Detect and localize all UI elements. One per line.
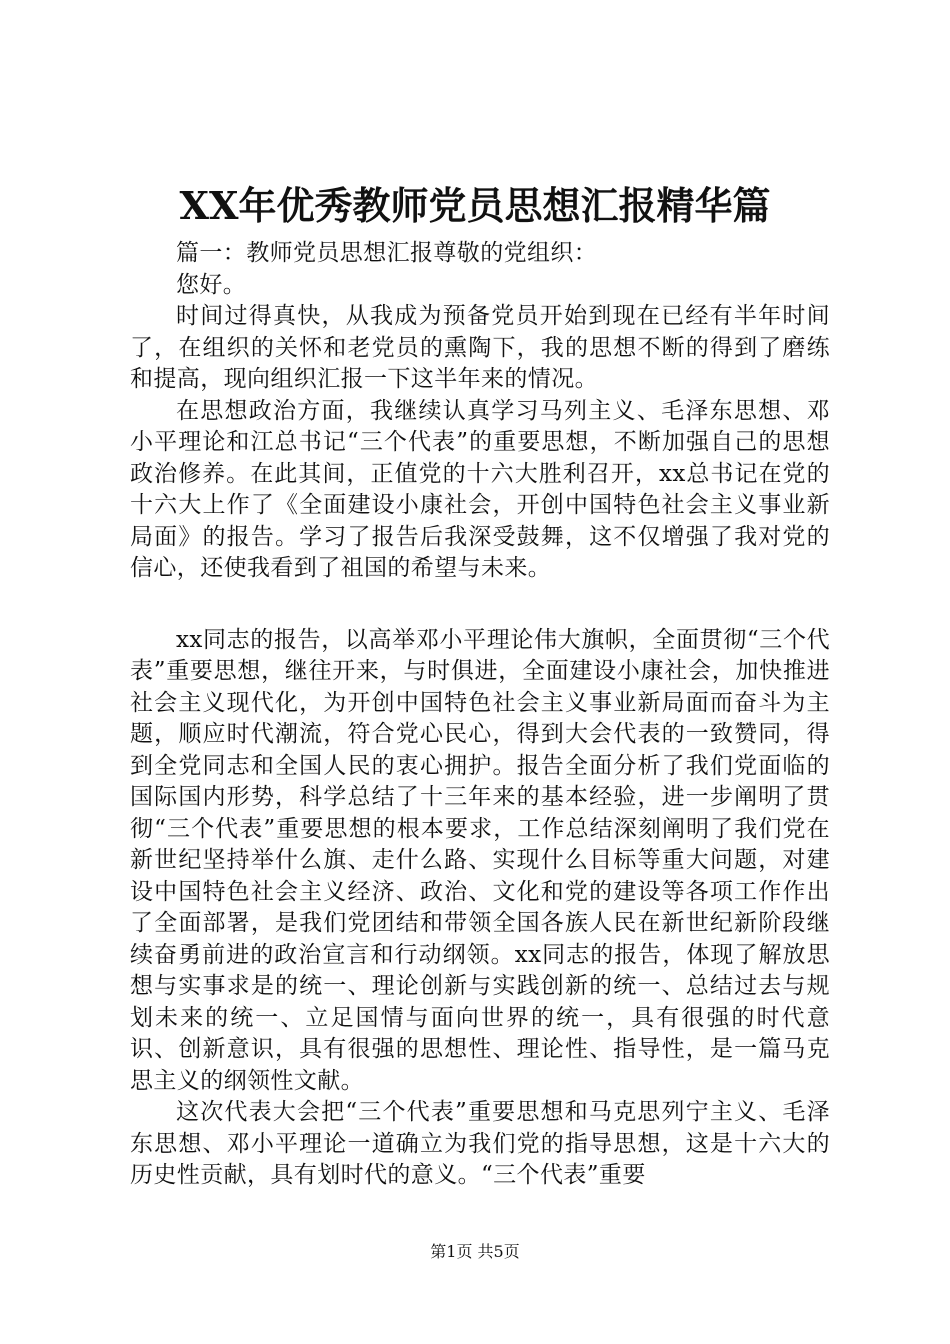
document-title: XX年优秀教师党员思想汇报精华篇 [179, 183, 771, 228]
paragraph: 时间过得真快，从我成为预备党员开始到现在已经有半年时间了，在组织的关怀和老党员的熏陶下，我的思想不断的得到了磨练和提高，现向组织汇报一下这半年来的情况。 [130, 303, 830, 392]
paragraph: 篇一：教师党员思想汇报尊敬的党组织： [176, 240, 598, 266]
paragraph: 这次代表大会把“三个代表”重要思想和马克思列宁主义、毛泽东思想、邓小平理论一道确立为我们党的指导思想，这是十六大的历史性贡献，具有划时代的意义。“三个代表”重要 [130, 1099, 830, 1188]
document-body [130, 238, 830, 1192]
page-footer: 第1页 共5页 [430, 1242, 520, 1261]
paragraph: 在思想政治方面，我继续认真学习马列主义、毛泽东思想、邓小平理论和江总书记“三个代表”的重要思想，不断加强自己的思想政治修养。在此其间，正值党的十六大胜利召开，xx总书记在党的十六大上作了《全面建设小康社会，开创中国特色社会主义事业新局面》的报告。学习了报告后我深受鼓舞，这不仅增强了我对党的信心，还使我看到了祖国的希望与未来。 [130, 397, 830, 581]
paragraph-gap [130, 585, 830, 625]
paragraph: xx同志的报告，以高举邓小平理论伟大旗帜，全面贯彻“三个代表”重要思想，继往开来，与时俱进，全面建设小康社会，加快推进社会主义现代化，为开创中国特色社会主义事业新局面而奋斗为主题，顺应时代潮流，符合党心民心，得到大会代表的一致赞同，得到全党同志和全国人民的衷心拥护。报告全面分析了我们党面临的国际国内形势，科学总结了十三年来的基本经验，进一步阐明了贯彻“三个代表”重要思想的根本要求，工作总结深刻阐明了我们党在新世纪坚持举什么旗、走什么路、实现什么目标等重大问题，对建设中国特色社会主义经济、政治、文化和党的建设等各项工作作出了全面部署，是我们党团结和带领全国各族人民在新世纪新阶段继续奋勇前进的政治宣言和行动纲领。xx同志的报告，体现了解放思想与实事求是的统一、理论创新与实践创新的统一、总结过去与规划未来的统一、立足国情与面向世界的统一，具有很强的时代意识、创新意识，具有很强的思想性、理论性、指导性，是一篇马克思主义的纲领性文献。 [130, 626, 830, 1094]
paragraph: 您好。 [176, 271, 247, 298]
